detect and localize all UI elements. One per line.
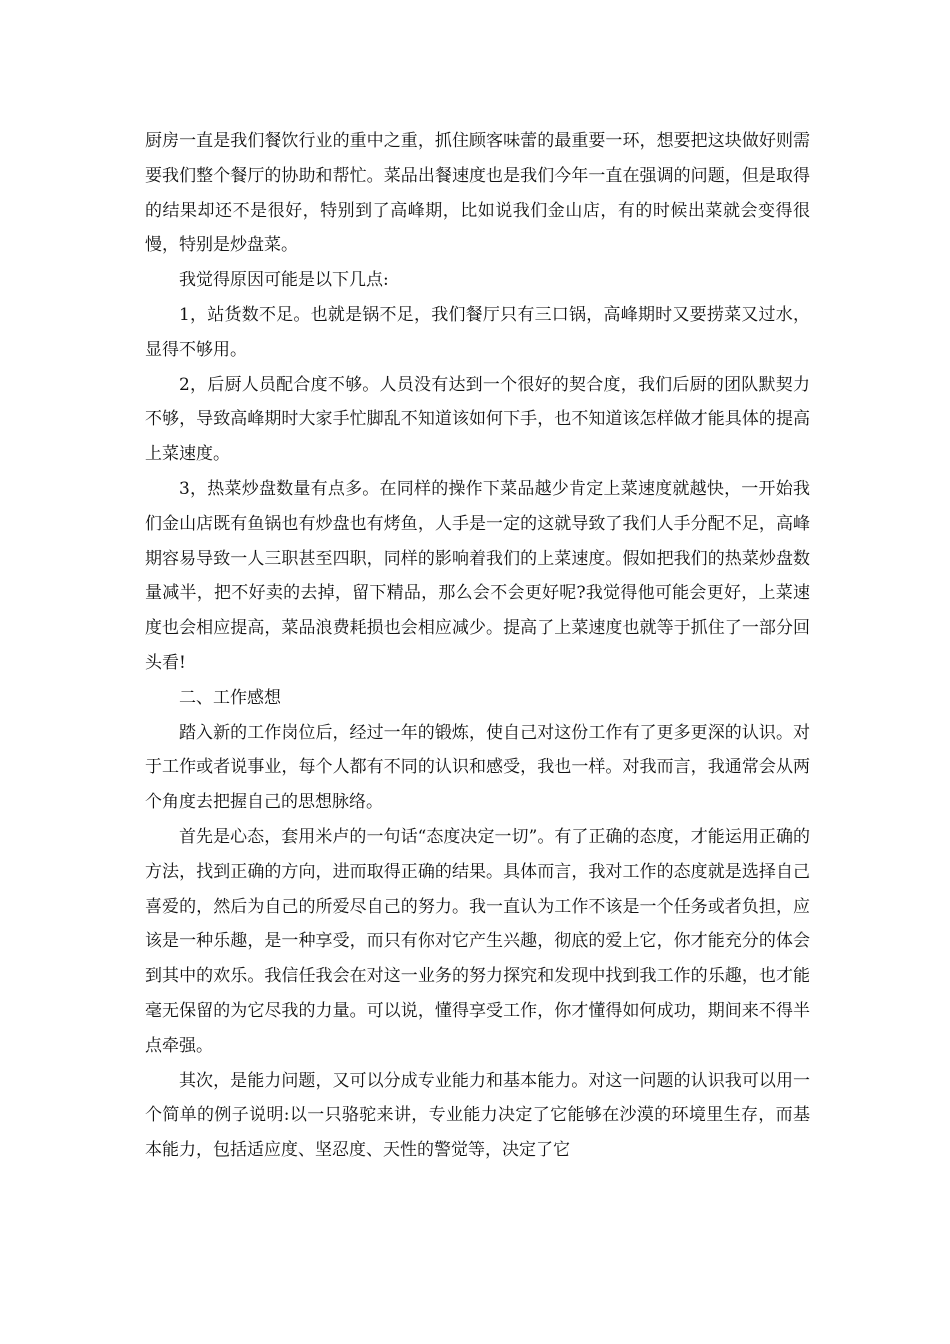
section-heading-work-reflections: 二、工作感想 (179, 687, 281, 708)
paragraph-reasons-lead: 我觉得原因可能是以下几点: (179, 270, 389, 291)
paragraph-attitude: 首先是心态，套用米卢的一句话“态度决定一切”。有了正确的态度，才能运用正确的方法，找到正确的方向，进而取得正确的结果。具体而言，我对工作的态度就是选择自己喜爱的，然后为自己的所爱尽自己的努力。我一直认为工作不该是一个任务或者负担，应该是一种乐趣，是一种享受，而只有你对它产生兴趣，彻底的爱上它，你才能充分的体会到其中的欢乐。我信任我会在对这一业务的努力探究和发现中找到我工作的乐趣，也才能毫无保留的为它尽我的力量。可以说，懂得享受工作，你才懂得如何成功，期间来不得半点牵强。 (145, 826, 810, 1056)
paragraph-reason-1: 1，站货数不足。也就是锅不足，我们餐厅只有三口锅，高峰期时又要捞菜又过水，显得不够用。 (145, 304, 810, 360)
document-body (145, 124, 810, 1168)
paragraph-kitchen-intro: 厨房一直是我们餐饮行业的重中之重，抓住顾客味蕾的最重要一环，想要把这块做好则需要我们整个餐厅的协助和帮忙。菜品出餐速度也是我们今年一直在强调的问题，但是取得的结果却还不是很好，特别到了高峰期，比如说我们金山店，有的时候出菜就会变得很慢，特别是炒盘菜。 (145, 131, 810, 256)
paragraph-reason-2: 2，后厨人员配合度不够。人员没有达到一个很好的契合度，我们后厨的团队默契力不够，导致高峰期时大家手忙脚乱不知道该如何下手，也不知道该怎样做才能具体的提高上菜速度。 (145, 374, 810, 465)
paragraph-reason-3: 3，热菜炒盘数量有点多。在同样的操作下菜品越少肯定上菜速度就越快，一开始我们金山店既有鱼锅也有炒盘也有烤鱼，人手是一定的这就导致了我们人手分配不足，高峰期容易导致一人三职甚至四职，同样的影响着我们的上菜速度。假如把我们的热菜炒盘数量减半，把不好卖的去掉，留下精品，那么会不会更好呢?我觉得他可能会更好，上菜速度也会相应提高，菜品浪费耗损也会相应减少。提高了上菜速度也就等于抓住了一部分回头看! (145, 478, 810, 673)
paragraph-ability: 其次，是能力问题，又可以分成专业能力和基本能力。对这一问题的认识我可以用一个简单的例子说明:以一只骆驼来讲，专业能力决定了它能够在沙漠的环境里生存，而基本能力，包括适应度、坚忍度、天性的警觉等，决定了它 (145, 1070, 810, 1161)
paragraph-new-position: 踏入新的工作岗位后，经过一年的锻炼，使自己对这份工作有了更多更深的认识。对于工作或者说事业，每个人都有不同的认识和感受，我也一样。对我而言，我通常会从两个角度去把握自己的思想脉络。 (145, 722, 810, 813)
